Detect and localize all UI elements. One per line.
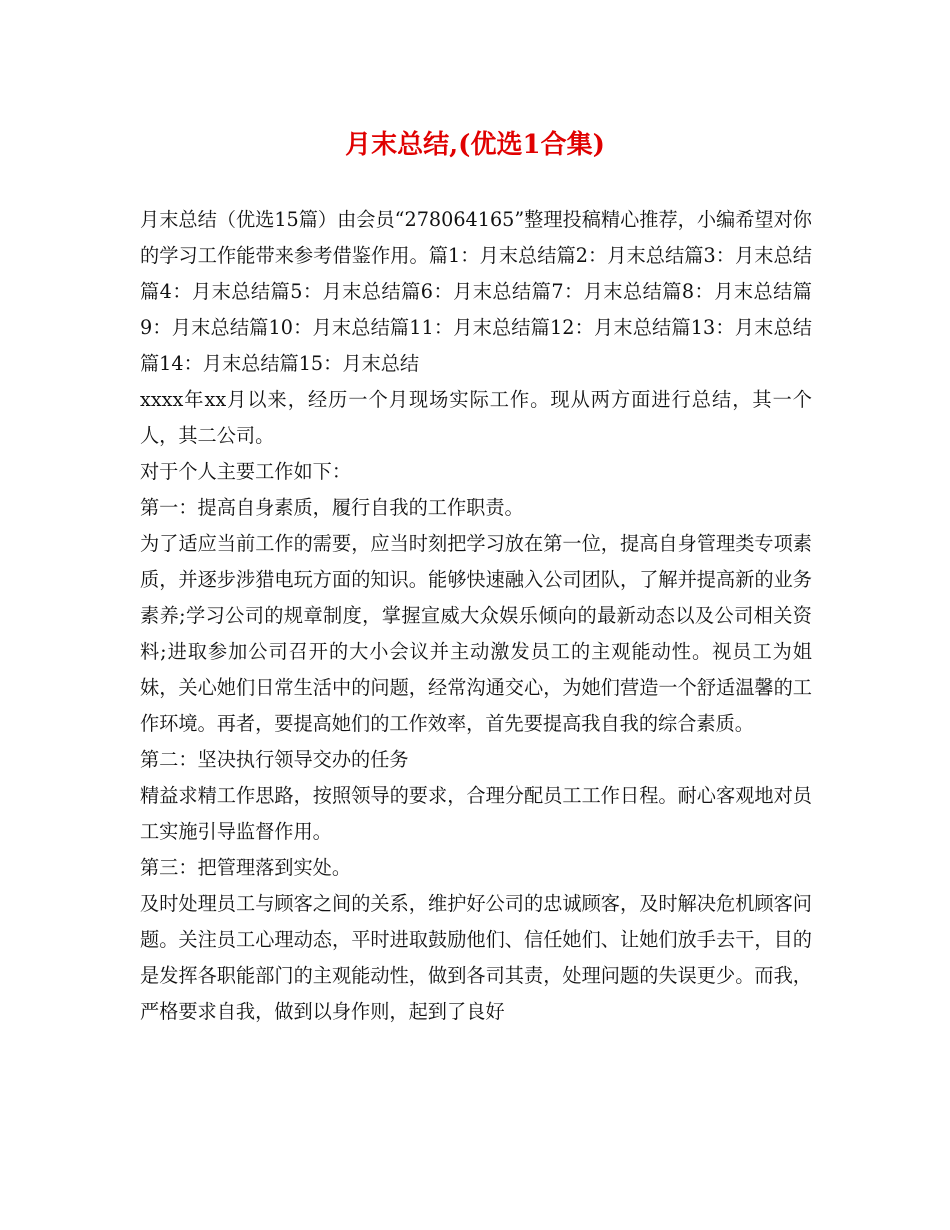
section-one-paragraph: 为了适应当前工作的需要，应当时刻把学习放在第一位，提高自身管理类专项素质，并逐步涉猎电玩方面的知识。能够快速融入公司团队，了解并提高新的业务素养;学习公司的规章制度，掌握宣威大众娱乐倾向的最新动态以及公司相关资料;进取参加公司召开的大小会议并主动激发员工的主观能动性。视员工为姐妹，关心她们日常生活中的问题，经常沟通交心，为她们营造一个舒适温馨的工作环境。再者，要提高她们的工作效率，首先要提高我自我的综合素质。 [140, 532, 812, 735]
personal-work-heading: 对于个人主要工作如下： [140, 460, 352, 483]
section-three-heading: 第三：把管理落到实处。 [140, 856, 352, 879]
document-title: 月末总结,(优选1合集) [345, 130, 605, 160]
section-one-heading: 第一：提高自身素质，履行自我的工作职责。 [140, 496, 524, 519]
summary-scope-paragraph: xxxx年xx月以来，经历一个月现场实际工作。现从两方面进行总结，其一个人，其二公司。 [140, 388, 812, 447]
section-two-paragraph: 精益求精工作思路，按照领导的要求，合理分配员工工作日程。耐心客观地对员工实施引导监督作用。 [140, 784, 812, 843]
section-three-paragraph: 及时处理员工与顾客之间的关系，维护好公司的忠诚顾客，及时解决危机顾客问题。关注员工心理动态，平时进取鼓励他们、信任她们、让她们放手去干，目的是发挥各职能部门的主观能动性，做到各司其责，处理问题的失误更少。而我，严格要求自我，做到以身作则，起到了良好 [140, 892, 812, 1023]
intro-paragraph: 月末总结（优选15篇）由会员“278064165”整理投稿精心推荐，小编希望对你的学习工作能带来参考借鉴作用。篇1：月末总结篇2：月末总结篇3：月末总结篇4：月末总结篇5：月末总结篇6：月末总结篇7：月末总结篇8：月末总结篇9：月末总结篇10：月末总结篇11：月末总结篇12：月末总结篇13：月末总结篇14：月末总结篇15：月末总结 [140, 208, 812, 375]
section-two-heading: 第二：坚决执行领导交办的任务 [140, 748, 409, 771]
document-body [140, 202, 812, 1030]
